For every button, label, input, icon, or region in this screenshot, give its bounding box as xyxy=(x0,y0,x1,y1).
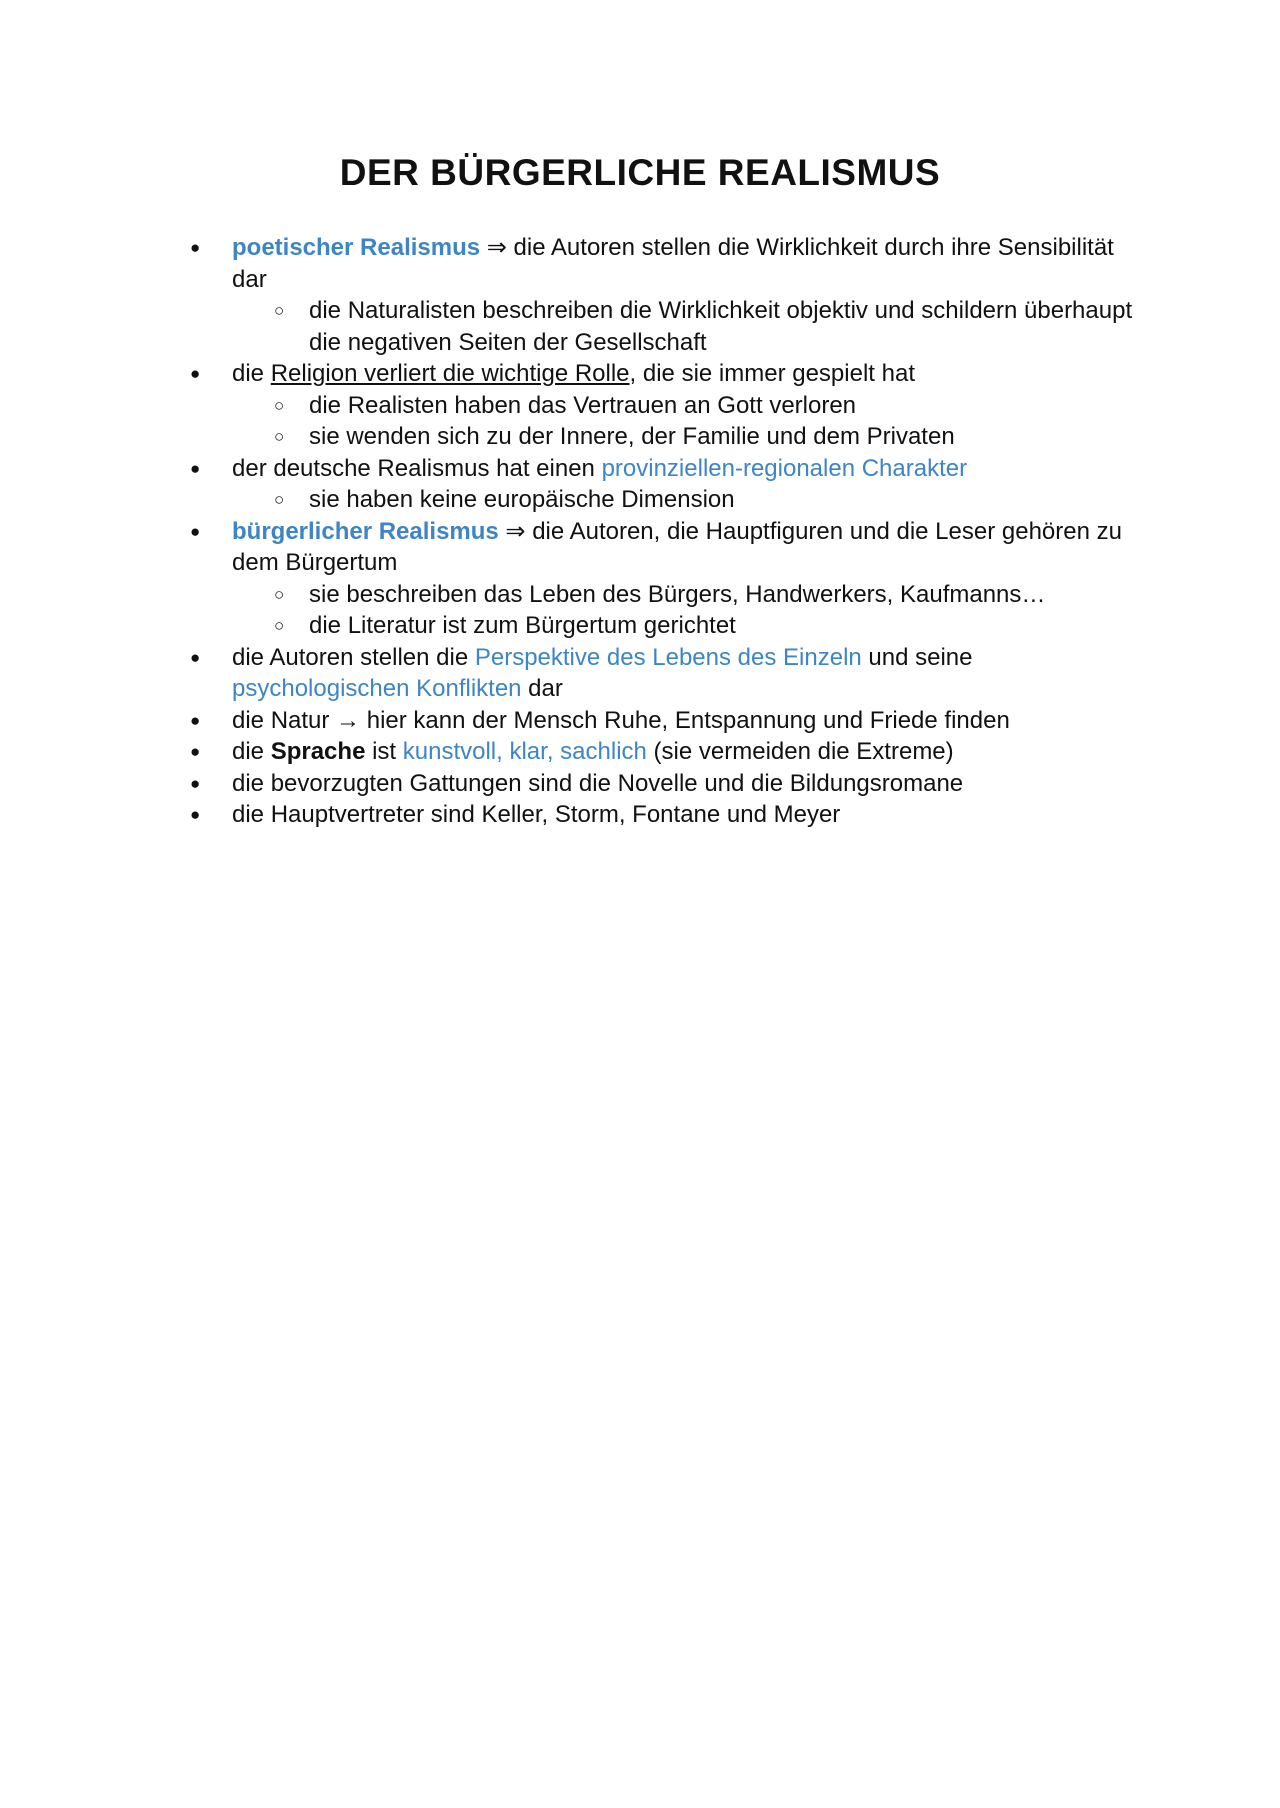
highlight-phrase: psychologischen Konflikten xyxy=(232,675,522,702)
page-title: DER BÜRGERLICHE REALISMUS xyxy=(339,152,941,193)
sub-list-item xyxy=(232,295,1150,358)
highlight-phrase: Perspektive des Lebens des Einzeln xyxy=(474,643,862,671)
notes-list xyxy=(190,232,1150,831)
bullet-icon: ● xyxy=(190,458,201,478)
bullet-icon: ● xyxy=(190,773,201,793)
list-item xyxy=(190,516,1150,642)
highlight-phrase: kunstvoll, klar, sachlich xyxy=(402,738,647,765)
list-item-text: dar xyxy=(521,675,563,702)
sub-list-item xyxy=(232,421,1150,453)
circle-bullet-icon: ○ xyxy=(274,301,285,320)
list-item xyxy=(190,736,1150,768)
list-item-text: ist xyxy=(365,738,403,765)
list-item-text: und seine xyxy=(861,643,973,671)
sub-list-item xyxy=(232,610,1150,642)
bullet-icon: ● xyxy=(190,742,201,761)
highlight-phrase: provinziellen-regionalen Charakter xyxy=(601,454,968,482)
sub-list-item xyxy=(232,579,1150,611)
list-item-text: , die sie immer gespielt hat xyxy=(629,360,915,387)
bullet-icon: ● xyxy=(190,521,201,541)
sub-list-item xyxy=(232,390,1150,422)
circle-bullet-icon: ○ xyxy=(274,427,285,446)
circle-bullet-icon: ○ xyxy=(274,584,285,604)
list-item-text: die Hauptvertreter sind Keller, Storm, Fontane und Meyer xyxy=(232,801,841,828)
sub-list-item-text: sie beschreiben das Leben des Bürgers, Handwerkers, Kaufmanns… xyxy=(309,580,1046,608)
sub-list-item-text: die Realisten haben das Vertrauen an Gott verloren xyxy=(309,391,857,419)
list-item xyxy=(190,453,1150,516)
list-item xyxy=(190,705,1150,737)
bullet-icon: ● xyxy=(190,710,201,730)
sub-list-item xyxy=(232,484,1150,516)
term-poetic-realism: poetischer Realismus xyxy=(232,234,481,261)
bold-term: Sprache xyxy=(270,738,366,765)
sub-list-item-text: sie haben keine europäische Dimension xyxy=(309,486,735,513)
circle-bullet-icon: ○ xyxy=(274,490,285,509)
list-item xyxy=(190,799,1150,831)
circle-bullet-icon: ○ xyxy=(274,395,285,415)
list-item xyxy=(190,768,1150,800)
sub-list-item-text: die Naturalisten beschreiben die Wirklichkeit objektiv und schildern überhaupt die negativen Seiten der Gesellschaft xyxy=(309,297,1133,356)
bullet-icon: ● xyxy=(190,238,201,257)
list-item xyxy=(190,642,1150,705)
list-item xyxy=(190,232,1150,358)
bullet-icon: ● xyxy=(190,647,201,667)
list-item-text: die xyxy=(232,360,271,387)
list-item-text: die xyxy=(232,738,271,765)
list-item-text: die Natur → hier kann der Mensch Ruhe, Entspannung und Friede finden xyxy=(232,706,1010,734)
circle-bullet-icon: ○ xyxy=(274,616,285,635)
sub-list-item-text: sie wenden sich zu der Innere, der Familie und dem Privaten xyxy=(309,423,955,450)
list-item-text: der deutsche Realismus hat einen xyxy=(232,454,602,482)
list-item-text: die Autoren stellen die xyxy=(232,643,475,671)
bullet-icon: ● xyxy=(190,364,201,383)
list-item-text: die bevorzugten Gattungen sind die Novelle und die Bildungsromane xyxy=(232,769,964,797)
sub-list-item-text: die Literatur ist zum Bürgertum gerichtet xyxy=(309,612,736,639)
list-item-text: ⇒ die Autoren, die Hauptfiguren und die Leser gehören zu dem Bürgertum xyxy=(232,517,1122,576)
bullet-icon: ● xyxy=(190,805,201,824)
list-item-text: ⇒ die Autoren stellen die Wirklichkeit durch ihre Sensibilität dar xyxy=(232,234,1114,293)
term-bourgeois-realism: bürgerlicher Realismus xyxy=(232,517,499,545)
underlined-phrase: Religion verliert die wichtige Rolle xyxy=(270,360,630,387)
list-item-text: (sie vermeiden die Extreme) xyxy=(646,738,954,765)
list-item xyxy=(190,358,1150,453)
